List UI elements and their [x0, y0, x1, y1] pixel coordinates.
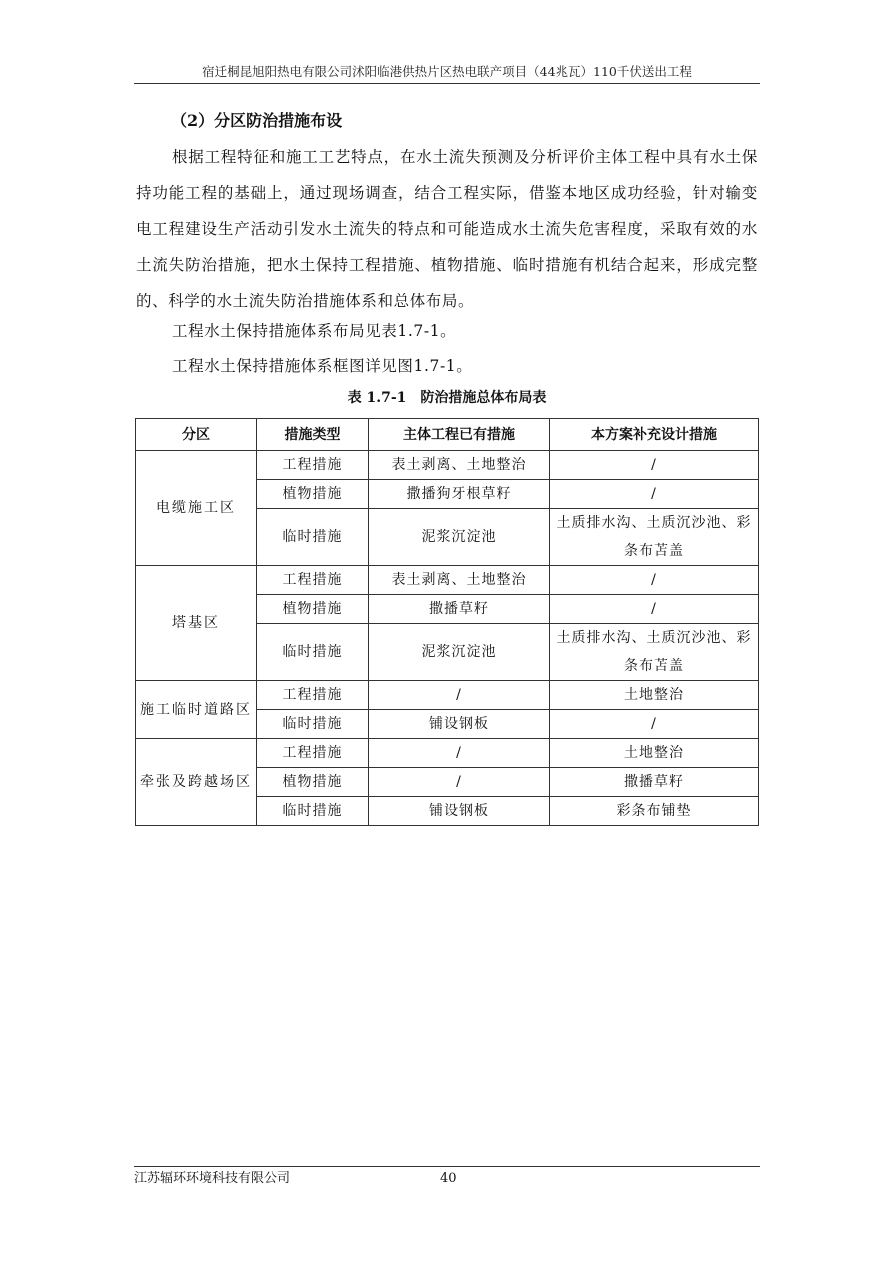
supplement-measure-cell: / [550, 595, 759, 624]
measure-type-cell: 临时措施 [257, 624, 369, 681]
zone-cell: 牵张及跨越场区 [136, 739, 257, 826]
header-existing-measures: 主体工程已有措施 [369, 419, 550, 451]
supplement-measure-cell: / [550, 480, 759, 509]
measure-type-cell: 植物措施 [257, 595, 369, 624]
supplement-measure-cell: 彩条布铺垫 [550, 797, 759, 826]
table-reference-line: 工程水土保持措施体系布局见表1.7-1。 [172, 322, 457, 340]
measure-type-cell: 临时措施 [257, 509, 369, 566]
existing-measure-cell: 撒播草籽 [369, 595, 550, 624]
page-header: 宿迁桐昆旭阳热电有限公司沭阳临港供热片区热电联产项目（44兆瓦）110千伏送出工程 [202, 64, 692, 79]
existing-measure-cell: / [369, 739, 550, 768]
measure-type-cell: 工程措施 [257, 681, 369, 710]
zone-cell: 施工临时道路区 [136, 681, 257, 739]
header-supplement-measures: 本方案补充设计措施 [550, 419, 759, 451]
existing-measure-cell: / [369, 681, 550, 710]
measure-type-cell: 工程措施 [257, 739, 369, 768]
supplement-measure-cell: / [550, 710, 759, 739]
table-row [136, 566, 759, 595]
supplement-measure-cell: 土地整治 [550, 739, 759, 768]
supplement-measure-cell: 土质排水沟、土质沉沙池、彩条布苫盖 [550, 509, 759, 566]
measures-table [135, 418, 759, 826]
footer-rule [134, 1166, 760, 1167]
zone-cell: 电缆施工区 [136, 451, 257, 566]
table-row [136, 451, 759, 480]
measure-type-cell: 植物措施 [257, 480, 369, 509]
table-row [136, 681, 759, 710]
existing-measure-cell: / [369, 768, 550, 797]
header-rule [134, 83, 760, 84]
measure-type-cell: 临时措施 [257, 797, 369, 826]
existing-measure-cell: 铺设钢板 [369, 797, 550, 826]
supplement-measure-cell: / [550, 566, 759, 595]
existing-measure-cell: 撒播狗牙根草籽 [369, 480, 550, 509]
existing-measure-cell: 泥浆沉淀池 [369, 509, 550, 566]
measure-type-cell: 植物措施 [257, 768, 369, 797]
footer-company: 江苏辐环环境科技有限公司 [134, 1171, 291, 1186]
existing-measure-cell: 铺设钢板 [369, 710, 550, 739]
measure-type-cell: 临时措施 [257, 710, 369, 739]
supplement-measure-cell: 土地整治 [550, 681, 759, 710]
measure-type-cell: 工程措施 [257, 451, 369, 480]
existing-measure-cell: 表土剥离、土地整治 [369, 451, 550, 480]
supplement-measure-cell: 土质排水沟、土质沉沙池、彩条布苫盖 [550, 624, 759, 681]
existing-measure-cell: 表土剥离、土地整治 [369, 566, 550, 595]
page-number: 40 [440, 1171, 457, 1186]
header-zone: 分区 [136, 419, 257, 451]
existing-measure-cell: 泥浆沉淀池 [369, 624, 550, 681]
table-caption: 表 1.7-1 防治措施总体布局表 [347, 390, 547, 406]
table-row [136, 739, 759, 768]
zone-cell: 塔基区 [136, 566, 257, 681]
supplement-measure-cell: 撒播草籽 [550, 768, 759, 797]
section-title: （2）分区防治措施布设 [171, 111, 343, 130]
measure-type-cell: 工程措施 [257, 566, 369, 595]
table-header-row [136, 419, 759, 451]
body-paragraph: 根据工程特征和施工工艺特点，在水土流失预测及分析评价主体工程中具有水土保持功能工程的基础上，通过现场调查，结合工程实际，借鉴本地区成功经验，针对输变电工程建设生产活动引发水土流失的特点和可能造成水土流失危害程度，采取有效的水土流失防治措施，把水土保持工程措施、植物措施、临时措施有机结合起来，形成完整的、科学的水土流失防治措施体系和总体布局。 [136, 148, 758, 310]
supplement-measure-cell: / [550, 451, 759, 480]
header-measure-type: 措施类型 [257, 419, 369, 451]
figure-reference-line: 工程水土保持措施体系框图详见图1.7-1。 [172, 357, 473, 375]
